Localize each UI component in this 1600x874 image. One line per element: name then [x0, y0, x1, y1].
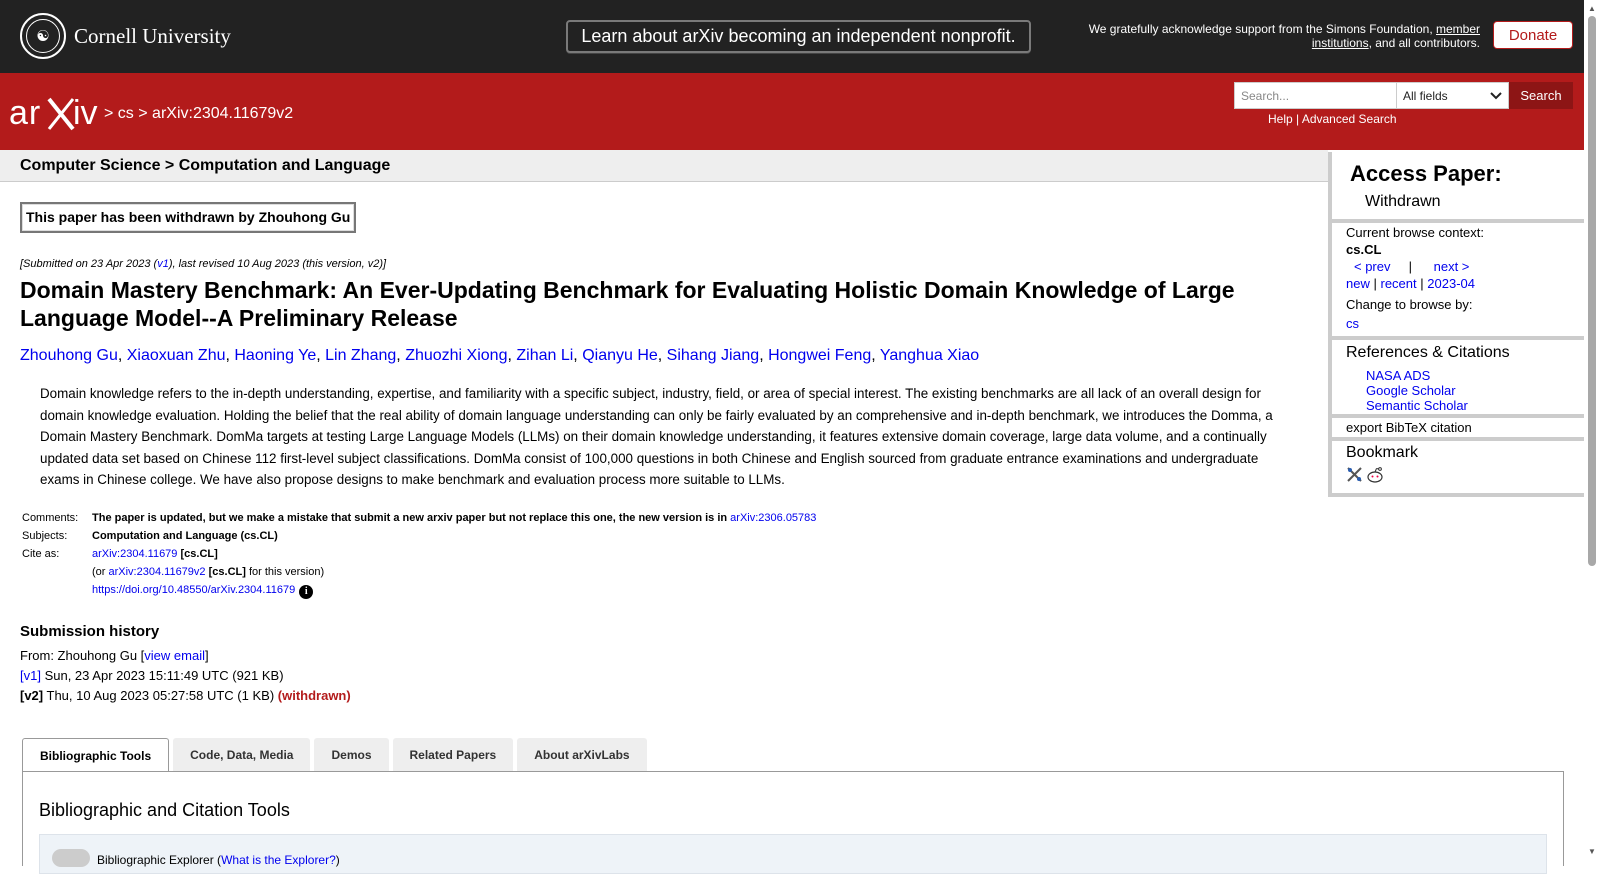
dateline	[20, 258, 386, 270]
cite-category: [cs.CL]	[180, 548, 218, 560]
sidebar	[1328, 152, 1584, 497]
recent-link[interactable]: recent	[1380, 276, 1417, 291]
subject-heading: Computer Science > Computation and Language	[20, 157, 391, 174]
references-heading: References & Citations	[1346, 344, 1510, 361]
breadcrumb-separator: >	[138, 105, 148, 122]
prev-next-nav	[1346, 258, 1484, 275]
version-v2-label: [v2]	[20, 688, 44, 703]
withdrawn-status: (withdrawn)	[277, 688, 351, 703]
version-v1-row	[20, 666, 351, 686]
page-scrollbar[interactable]	[1584, 0, 1600, 861]
info-icon[interactable]: i	[299, 585, 313, 599]
author-link[interactable]: Zhouhong Gu	[20, 347, 118, 364]
references-links	[1366, 368, 1468, 413]
author-link[interactable]: Hongwei Feng	[768, 347, 872, 364]
nonprofit-banner-link[interactable]: Learn about arXiv becoming an independent nonprofit.	[566, 20, 1031, 53]
cite-version-prefix: (or	[92, 566, 109, 578]
paper-title: Domain Mastery Benchmark: An Ever-Updating Benchmark for Evaluating Holistic Domain Knowledge of Large Language Model--A Preliminary Release	[20, 277, 1235, 331]
access-status: Withdrawn	[1365, 193, 1441, 210]
breadcrumb	[104, 105, 293, 123]
author-link[interactable]: Sihang Jiang	[666, 347, 760, 364]
sidebar-divider	[1332, 336, 1588, 340]
comments-text: The paper is updated, but we make a mistake that submit a new arxiv paper but not replace this one, the new version is in	[92, 512, 731, 524]
cite-version-suffix: for this version)	[245, 566, 325, 578]
breadcrumb-paper-id: arXiv:2304.11679v2	[152, 105, 294, 122]
svg-text:iv: iv	[73, 94, 98, 132]
cornell-university-link[interactable]: Cornell University	[74, 24, 231, 48]
author-link[interactable]: Xiaoxuan Zhu	[126, 347, 226, 364]
tools-heading: Bibliographic and Citation Tools	[39, 800, 290, 820]
doi-link[interactable]: https://doi.org/10.48550/arXiv.2304.11679	[92, 584, 296, 596]
author-link[interactable]: Lin Zhang	[325, 347, 397, 364]
search-field-select[interactable]	[1396, 82, 1509, 109]
subjects-row	[20, 530, 818, 548]
doi-row	[20, 584, 818, 605]
from-prefix: From: Zhouhong Gu [	[20, 648, 145, 663]
donate-button[interactable]: Donate	[1493, 21, 1573, 49]
new-link[interactable]: new	[1346, 276, 1370, 291]
browse-cs-link[interactable]: cs	[1346, 316, 1359, 331]
dateline-suffix: ), last revised 10 Aug 2023 (this version, v2)]	[168, 258, 387, 270]
submission-history	[20, 646, 351, 706]
version-v2-row	[20, 686, 351, 706]
nasa-ads-link[interactable]: NASA ADS	[1366, 368, 1431, 383]
cite-version-link[interactable]: arXiv:2304.11679v2	[108, 566, 206, 578]
labs-tabs	[22, 738, 651, 772]
next-link[interactable]: next >	[1433, 259, 1470, 274]
google-scholar-link[interactable]: Google Scholar	[1366, 383, 1456, 398]
cornell-seal-icon[interactable]: ☯	[20, 13, 66, 59]
browse-context	[1346, 224, 1484, 332]
new-version-link[interactable]: arXiv:2306.05783	[730, 512, 817, 524]
author-link[interactable]: Yanghua Xiao	[879, 347, 980, 364]
view-email-link[interactable]: view email	[144, 648, 205, 663]
semantic-scholar-link[interactable]: Semantic Scholar	[1366, 398, 1468, 413]
author-link[interactable]: Zihan Li	[516, 347, 574, 364]
author-link[interactable]: Haoning Ye	[234, 347, 317, 364]
comments-value	[90, 512, 818, 530]
cite-version-value	[90, 566, 818, 584]
explorer-text: Bibliographic Explorer (	[97, 853, 222, 867]
bibsonomy-icon[interactable]	[1346, 466, 1363, 483]
search-input[interactable]: Search...	[1234, 82, 1397, 109]
comments-row	[20, 512, 818, 530]
subjects-label: Subjects:	[22, 530, 68, 542]
metadata-table	[20, 512, 818, 605]
breadcrumb-cs-link[interactable]: cs	[117, 105, 134, 122]
scroll-down-arrow-icon[interactable]: ▼	[1588, 847, 1596, 856]
tab-panel	[22, 771, 1564, 866]
sidebar-divider	[1332, 493, 1588, 497]
field-select-value: All fields	[1403, 88, 1448, 103]
tab-bibliographic-tools[interactable]: Bibliographic Tools	[22, 738, 169, 773]
dateline-v1-link[interactable]: v1	[157, 258, 169, 270]
version-v1-date: Sun, 23 Apr 2023 15:11:49 UTC (921 KB)	[40, 668, 284, 683]
sidebar-divider	[1332, 414, 1588, 418]
links-separator: |	[1296, 112, 1300, 126]
access-paper-heading: Access Paper:	[1350, 161, 1502, 186]
version-v1-link[interactable]: [v1]	[20, 668, 41, 683]
cite-version-row	[20, 566, 818, 584]
what-is-explorer-link[interactable]: What is the Explorer?	[221, 853, 336, 867]
search-button[interactable]: Search	[1509, 82, 1573, 109]
tab-demos[interactable]: Demos	[314, 738, 388, 772]
chevron-down-icon	[1490, 92, 1502, 100]
author-link[interactable]: Zhuozhi Xiong	[405, 347, 508, 364]
prev-link[interactable]: < prev	[1354, 259, 1391, 274]
tab-about-arxivlabs[interactable]: About arXivLabs	[517, 738, 646, 772]
cite-label: Cite as:	[22, 548, 60, 560]
arxiv-logo-icon[interactable]	[9, 91, 102, 135]
explorer-box	[39, 834, 1547, 874]
from-suffix: ]	[204, 648, 209, 663]
breadcrumb-separator: >	[104, 105, 114, 122]
nav-separator: |	[1373, 276, 1377, 291]
cite-id-link[interactable]: arXiv:2304.11679	[92, 548, 178, 560]
export-bibtex-link[interactable]: export BibTeX citation	[1346, 420, 1472, 435]
help-link[interactable]: Help	[1268, 112, 1293, 126]
submission-from	[20, 646, 351, 666]
advanced-search-link[interactable]: Advanced Search	[1301, 112, 1397, 126]
support-prefix: We gratefully acknowledge support from the Simons Foundation,	[1088, 22, 1436, 36]
cite-row	[20, 548, 818, 566]
subjects-value: Computation and Language (cs.CL)	[92, 530, 278, 542]
sidebar-divider	[1332, 219, 1588, 223]
nav-separator: |	[1408, 259, 1412, 274]
top-bar	[0, 0, 1584, 73]
change-browse-label: Change to browse by:	[1346, 297, 1473, 312]
explorer-label	[97, 853, 340, 867]
doi-value	[90, 584, 818, 605]
browse-context-label: Current browse context:	[1346, 225, 1485, 240]
explorer-suffix: )	[335, 853, 340, 867]
search-links	[1268, 112, 1397, 126]
support-suffix: , and all contributors.	[1368, 36, 1480, 50]
author-link[interactable]: Qianyu He	[582, 347, 658, 364]
dateline-prefix: [Submitted on 23 Apr 2023 (	[20, 258, 158, 270]
comments-label: Comments:	[22, 512, 79, 524]
cite-version-category: [cs.CL]	[208, 566, 246, 578]
bookmark-heading: Bookmark	[1346, 444, 1419, 461]
author-list: Zhouhong Gu, Xiaoxuan Zhu, Haoning Ye, Lin Zhang, Zhuozhi Xiong, Zihan Li, Qianyu He, Sihang Jiang, Hongwei Feng, Yanghua Xiao	[20, 347, 980, 364]
browse-context-value: cs.CL	[1346, 242, 1382, 257]
subject-subheader	[0, 150, 1328, 182]
scrollbar-thumb[interactable]	[1588, 16, 1596, 566]
tab-code-data-media[interactable]: Code, Data, Media	[173, 738, 310, 772]
site-header	[0, 73, 1584, 150]
reddit-icon[interactable]	[1366, 466, 1384, 484]
bookmark-icons	[1346, 466, 1384, 484]
abstract: Domain knowledge refers to the in-depth understanding, expertise, and familiarity with a specific subject, industry, field, or area of special interest. The existing benchmarks are all lack of an overall design for domain knowledge evaluation. Holding the belief that the real ability of domain language understanding can only be fairly evaluated by an comprehensive and in-depth benchmark, we introduces the Domma, a Domain Mastery Benchmark. DomMa targets at testing Large Language Models (LLMs) on their domain knowledge understanding, it features extensive domain coverage, large data volume, and a continually updated data set based on Chinese 112 first-level subject classifications. DomMa consist of 100,000 questions in both Chinese and English sourced from graduate entrance examinations and undergraduate exams in Chinese college. We have also propose designs to make benchmark and evaluation process more suitable to LLMs.	[40, 386, 1273, 487]
svg-text:ar: ar	[9, 94, 42, 132]
nav-separator: |	[1420, 276, 1424, 291]
version-v2-date: Thu, 10 Aug 2023 05:27:58 UTC (1 KB)	[43, 688, 278, 703]
support-acknowledgement	[1070, 22, 1480, 50]
month-link[interactable]: 2023-04	[1427, 276, 1475, 291]
tab-related-papers[interactable]: Related Papers	[393, 738, 514, 772]
cite-value	[90, 548, 818, 566]
list-nav	[1346, 275, 1484, 292]
explorer-toggle[interactable]	[52, 849, 90, 867]
submission-history-heading: Submission history	[20, 623, 160, 640]
scroll-up-arrow-icon[interactable]: ▲	[1588, 4, 1596, 13]
withdrawn-notice: This paper has been withdrawn by Zhouhong Gu	[20, 202, 356, 233]
member-institutions-link[interactable]: member institutions	[1311, 22, 1480, 50]
sidebar-divider	[1332, 437, 1588, 441]
